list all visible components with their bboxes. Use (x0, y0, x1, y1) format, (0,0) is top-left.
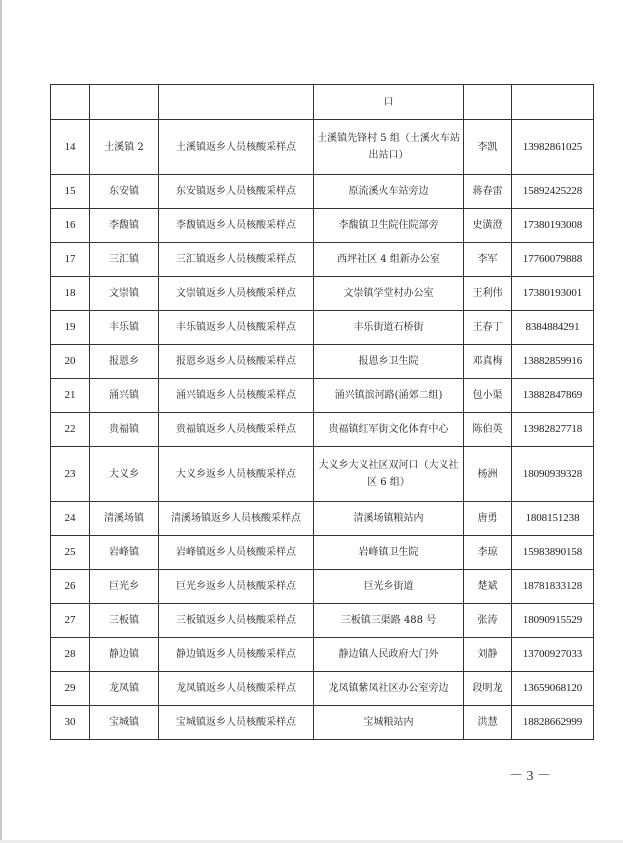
page-number: － 3 － (509, 769, 551, 784)
cell-town: 文崇镇 (90, 277, 159, 311)
cell-phone: 13659068120 (512, 672, 594, 706)
cell-address: 原流溪火车站旁边 (314, 175, 464, 209)
cell-phone (512, 85, 594, 120)
cell-site-name: 涌兴镇返乡人员核酸采样点 (159, 379, 314, 413)
table-row (51, 570, 594, 604)
cell-site-name: 文崇镇返乡人员核酸采样点 (159, 277, 314, 311)
cell-num: 17 (51, 243, 90, 277)
cell-contact: 史潢澄 (464, 209, 512, 243)
cell-site-name: 巨光乡返乡人员核酸采样点 (159, 570, 314, 604)
cell-num: 28 (51, 638, 90, 672)
cell-phone: 13700927033 (512, 638, 594, 672)
cell-phone: 17380193001 (512, 277, 594, 311)
table-row (51, 243, 594, 277)
cell-num: 24 (51, 502, 90, 536)
cell-town: 报恩乡 (90, 345, 159, 379)
table-row (51, 638, 594, 672)
cell-phone: 15983890158 (512, 536, 594, 570)
cell-num: 20 (51, 345, 90, 379)
table-row (51, 706, 594, 740)
cell-address: 西坪社区 4 组新办公室 (314, 243, 464, 277)
cell-phone: 13982827718 (512, 413, 594, 447)
cell-address: 文崇镇学堂村办公室 (314, 277, 464, 311)
cell-site-name: 岩峰镇返乡人员核酸采样点 (159, 536, 314, 570)
table-row (51, 413, 594, 447)
cell-num: 18 (51, 277, 90, 311)
cell-town: 三汇镇 (90, 243, 159, 277)
table-row (51, 379, 594, 413)
cell-contact: 杨洲 (464, 447, 512, 502)
cell-town: 巨光乡 (90, 570, 159, 604)
cell-address: 岩峰镇卫生院 (314, 536, 464, 570)
table-row (51, 604, 594, 638)
cell-num: 19 (51, 311, 90, 345)
cell-address: 清溪场镇粮站内 (314, 502, 464, 536)
cell-num: 25 (51, 536, 90, 570)
cell-town: 土溪镇 2 (90, 120, 159, 175)
cell-phone: 1808151238 (512, 502, 594, 536)
cell-contact: 李凯 (464, 120, 512, 175)
cell-town: 东安镇 (90, 175, 159, 209)
cell-town: 大义乡 (90, 447, 159, 502)
cell-num: 29 (51, 672, 90, 706)
cell-town: 宝城镇 (90, 706, 159, 740)
cell-address: 静边镇人民政府大门外 (314, 638, 464, 672)
cell-site-name: 静边镇返乡人员核酸采样点 (159, 638, 314, 672)
cell-num: 22 (51, 413, 90, 447)
cell-site-name: 三板镇返乡人员核酸采样点 (159, 604, 314, 638)
cell-address: 报恩乡卫生院 (314, 345, 464, 379)
cell-num: 26 (51, 570, 90, 604)
cell-contact: 邓真梅 (464, 345, 512, 379)
page-left-border (0, 0, 2, 840)
cell-num: 21 (51, 379, 90, 413)
cell-town (90, 85, 159, 120)
cell-contact: 王利伟 (464, 277, 512, 311)
cell-phone: 8384884291 (512, 311, 594, 345)
cell-contact: 洪慧 (464, 706, 512, 740)
cell-address: 贵福镇红军街文化体育中心 (314, 413, 464, 447)
cell-site-name: 李馥镇返乡人员核酸采样点 (159, 209, 314, 243)
cell-town: 三板镇 (90, 604, 159, 638)
table-row (51, 175, 594, 209)
cell-site-name: 东安镇返乡人员核酸采样点 (159, 175, 314, 209)
cell-contact: 包小渠 (464, 379, 512, 413)
cell-site-name: 龙凤镇返乡人员核酸采样点 (159, 672, 314, 706)
table-row (51, 672, 594, 706)
cell-contact: 蒋春雷 (464, 175, 512, 209)
cell-site-name: 清溪场镇返乡人员核酸采样点 (159, 502, 314, 536)
cell-contact: 唐勇 (464, 502, 512, 536)
cell-address: 宝城粮站内 (314, 706, 464, 740)
cell-address: 涌兴镇滨河路(涌郊二组) (314, 379, 464, 413)
cell-phone: 13882859916 (512, 345, 594, 379)
cell-contact: 张涛 (464, 604, 512, 638)
cell-contact: 段明龙 (464, 672, 512, 706)
cell-contact: 王春丁 (464, 311, 512, 345)
table-row (51, 536, 594, 570)
cell-town: 静边镇 (90, 638, 159, 672)
cell-phone: 18828662999 (512, 706, 594, 740)
table-row (51, 277, 594, 311)
cell-num: 16 (51, 209, 90, 243)
cell-phone: 18090915529 (512, 604, 594, 638)
cell-address: 口 (314, 85, 464, 120)
cell-site-name: 土溪镇返乡人员核酸采样点 (159, 120, 314, 175)
cell-phone: 17380193008 (512, 209, 594, 243)
cell-phone: 15892425228 (512, 175, 594, 209)
cell-phone: 17760079888 (512, 243, 594, 277)
cell-phone: 18090939328 (512, 447, 594, 502)
cell-num: 15 (51, 175, 90, 209)
cell-contact: 李琼 (464, 536, 512, 570)
cell-address: 大义乡大义社区双河口（大义社区 6 组） (314, 447, 464, 502)
table-row (51, 345, 594, 379)
cell-site-name: 三汇镇返乡人员核酸采样点 (159, 243, 314, 277)
cell-town: 贵福镇 (90, 413, 159, 447)
cell-contact: 刘静 (464, 638, 512, 672)
cell-address: 土溪镇先锋村 5 组（土溪火车站出站口） (314, 120, 464, 175)
cell-num: 23 (51, 447, 90, 502)
cell-num: 30 (51, 706, 90, 740)
cell-phone: 18781833128 (512, 570, 594, 604)
table-row (51, 502, 594, 536)
cell-num: 27 (51, 604, 90, 638)
table-row (51, 311, 594, 345)
cell-site-name: 报恩乡返乡人员核酸采样点 (159, 345, 314, 379)
table-row (51, 209, 594, 243)
cell-address: 巨光乡街道 (314, 570, 464, 604)
table-row-continuation (51, 85, 594, 120)
cell-town: 龙凤镇 (90, 672, 159, 706)
sampling-sites-table (50, 84, 594, 740)
table-row (51, 447, 594, 502)
cell-town: 涌兴镇 (90, 379, 159, 413)
cell-contact: 陈伯英 (464, 413, 512, 447)
cell-contact: 李军 (464, 243, 512, 277)
cell-address: 龙凤镇紫凤社区办公室旁边 (314, 672, 464, 706)
cell-town: 丰乐镇 (90, 311, 159, 345)
cell-town: 岩峰镇 (90, 536, 159, 570)
cell-town: 清溪场镇 (90, 502, 159, 536)
cell-site-name: 贵福镇返乡人员核酸采样点 (159, 413, 314, 447)
cell-town: 李馥镇 (90, 209, 159, 243)
cell-address: 三板镇三渠路 488 号 (314, 604, 464, 638)
cell-address: 李馥镇卫生院住院部旁 (314, 209, 464, 243)
cell-address: 丰乐街道石桥街 (314, 311, 464, 345)
cell-num: 14 (51, 120, 90, 175)
cell-site-name (159, 85, 314, 120)
cell-phone: 13882847869 (512, 379, 594, 413)
cell-site-name: 大义乡返乡人员核酸采样点 (159, 447, 314, 502)
table-row (51, 120, 594, 175)
cell-phone: 13982861025 (512, 120, 594, 175)
cell-num (51, 85, 90, 120)
cell-site-name: 丰乐镇返乡人员核酸采样点 (159, 311, 314, 345)
cell-site-name: 宝城镇返乡人员核酸采样点 (159, 706, 314, 740)
cell-contact (464, 85, 512, 120)
cell-contact: 楚斌 (464, 570, 512, 604)
